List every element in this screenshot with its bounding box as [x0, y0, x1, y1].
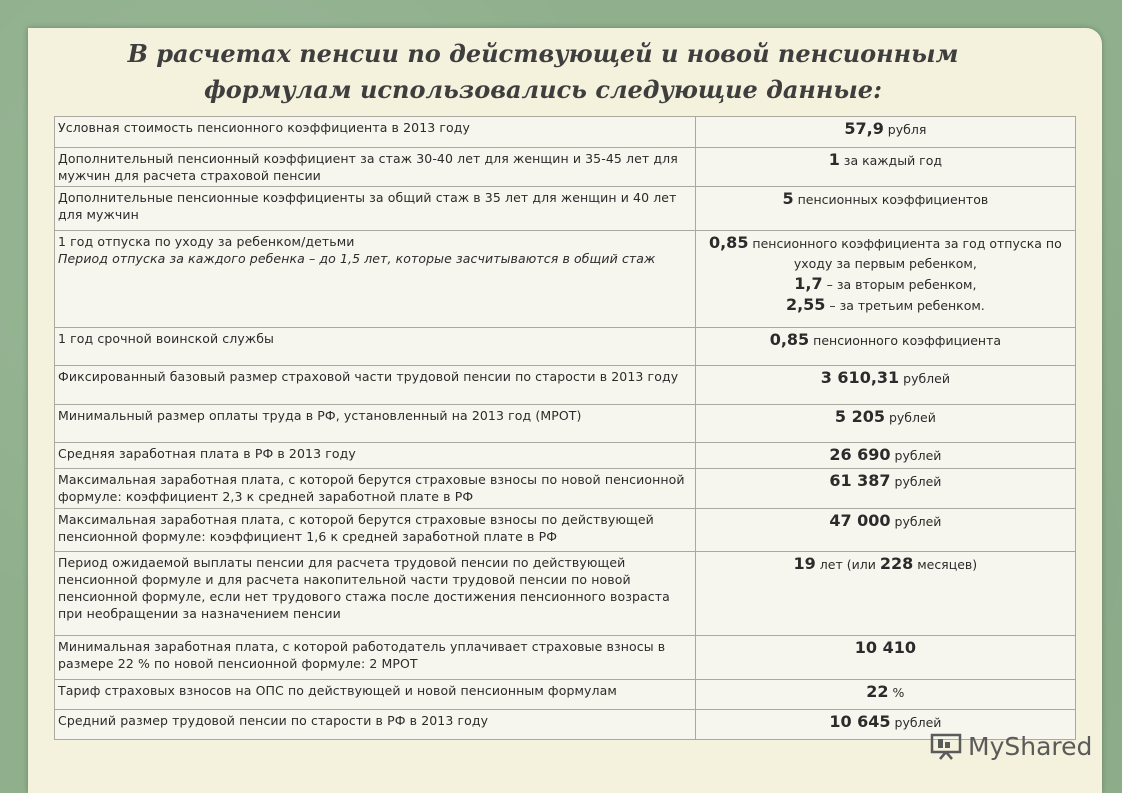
row-label: Фиксированный базовый размер страховой части трудовой пенсии по старости в 2013 году [55, 366, 696, 405]
table-row [55, 405, 1076, 443]
table-row [55, 117, 1076, 148]
row-label: Минимальная заработная плата, с которой работодатель уплачивает страховые взносы в размере 22 % по новой пенсионной формуле: 2 МРОТ [55, 636, 696, 680]
row-value: 61 387 рублей [695, 469, 1075, 509]
table-row [55, 443, 1076, 469]
table-row [55, 509, 1076, 552]
row-value: 19 лет (или 228 месяцев) [695, 552, 1075, 636]
row-value: 57,9 рубля [695, 117, 1075, 148]
row-label: 1 год срочной воинской службы [55, 328, 696, 366]
row-value: 0,85 пенсионного коэффициента за год отпуска по уходу за первым ребенком, 1,7 – за вторым ребенком, 2,55 – за третьим ребенком. [695, 231, 1075, 328]
row-value: 10 410 [695, 636, 1075, 680]
row-label: Средний размер трудовой пенсии по старости в РФ в 2013 году [55, 710, 696, 740]
watermark-logo [930, 731, 1092, 761]
table-row [55, 231, 1076, 328]
row-label: Дополнительный пенсионный коэффициент за стаж 30-40 лет для женщин и 35-45 лет для мужчин для расчета страховой пенсии [55, 148, 696, 187]
row-value: 26 690 рублей [695, 443, 1075, 469]
slide-title [28, 36, 1058, 108]
row-label: Минимальный размер оплаты труда в РФ, установленный на 2013 год (МРОТ) [55, 405, 696, 443]
row-label: Тариф страховых взносов на ОПС по действующей и новой пенсионным формулам [55, 680, 696, 710]
row-value: 3 610,31 рублей [695, 366, 1075, 405]
row-value: 22 % [695, 680, 1075, 710]
row-value: 1 за каждый год [695, 148, 1075, 187]
row-value: 5 205 рублей [695, 405, 1075, 443]
row-value: 0,85 пенсионного коэффициента [695, 328, 1075, 366]
row-label: Период ожидаемой выплаты пенсии для расчета трудовой пенсии по действующей пенсионной формуле и для расчета накопительной части трудовой пенсии по новой пенсионной формуле, если нет трудового стажа после достижения пенсионного возраста при необращении за назначением пенсии [55, 552, 696, 636]
presentation-board-icon [930, 732, 962, 760]
watermark-text: MyShared [968, 731, 1093, 761]
table-row [55, 187, 1076, 231]
row-note: Период отпуска за каждого ребенка – до 1,5 лет, которые засчитываются в общий стаж [58, 251, 656, 266]
table-row [55, 469, 1076, 509]
title-line-2: формулам использовались следующие данные: [204, 75, 882, 104]
row-value: 47 000 рублей [695, 509, 1075, 552]
table-row [55, 636, 1076, 680]
pension-data-table [54, 116, 1076, 740]
table-row [55, 680, 1076, 710]
table-row [55, 328, 1076, 366]
row-label: Максимальная заработная плата, с которой берутся страховые взносы по действующей пенсионной формуле: коэффициент 1,6 к средней заработной плате в РФ [55, 509, 696, 552]
row-label: Максимальная заработная плата, с которой берутся страховые взносы по новой пенсионной формуле: коэффициент 2,3 к средней заработной плате в РФ [55, 469, 696, 509]
row-label: Средняя заработная плата в РФ в 2013 году [55, 443, 696, 469]
row-label: Условная стоимость пенсионного коэффициента в 2013 году [55, 117, 696, 148]
table-row [55, 552, 1076, 636]
row-value: 10 645 рублей [695, 710, 1075, 740]
row-value: 5 пенсионных коэффициентов [695, 187, 1075, 231]
title-line-1: В расчетах пенсии по действующей и новой пенсионным [127, 39, 959, 68]
table-row [55, 366, 1076, 405]
table-row [55, 148, 1076, 187]
row-label: Дополнительные пенсионные коэффициенты за общий стаж в 35 лет для женщин и 40 лет для мужчин [55, 187, 696, 231]
row-label: 1 год отпуска по уходу за ребенком/детьми Период отпуска за каждого ребенка – до 1,5 лет, которые засчитываются в общий стаж [55, 231, 696, 328]
table-row [55, 710, 1076, 740]
